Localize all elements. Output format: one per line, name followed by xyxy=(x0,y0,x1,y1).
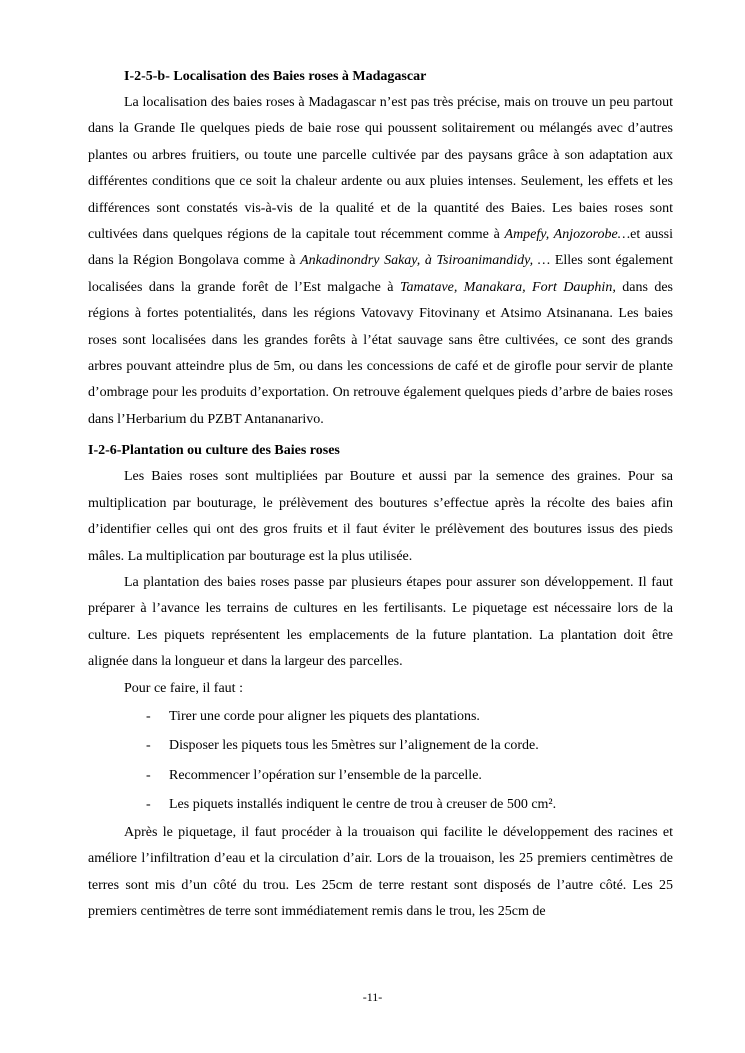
italic-place-names: Ampefy, Anjozorobe… xyxy=(504,227,631,243)
italic-place-names: Tamatave, Manakara, Fort Dauphin, xyxy=(399,279,616,295)
bullet-dash: - xyxy=(146,708,151,724)
page-number: -11- xyxy=(362,990,383,1004)
section-heading-plantation: I-2-6-Plantation ou culture des Baies roses xyxy=(88,443,340,459)
steps-list xyxy=(88,702,673,820)
list-item-text: Tirer une corde pour aligner les piquets des plantations. xyxy=(169,708,480,724)
list-item-text: Les piquets installés indiquent le centre de trou à creuser de 500 cm². xyxy=(169,797,557,813)
paragraph-multiplication: Les Baies roses sont multipliées par Bouture et aussi par la semence des graines. Pour sa multiplication par bouturage, le prélèvement des boutures s’effectue après la récolte des baies afin d’identifier celles qui ont des gros fruits et il faut éviter le prélèvement des boutures issus des pieds mâles. La multiplication par bouturage est la plus utilisée. xyxy=(88,469,673,564)
list-item xyxy=(88,790,673,820)
list-item xyxy=(88,761,673,791)
bullet-dash: - xyxy=(146,767,151,783)
text-run: La localisation des baies roses à Madagascar n’est pas très précise, mais on trouve un peu partout dans la Grande Ile quelques pieds de baie rose qui poussent solitairement ou mélangés avec d’autres plantes ou arbres fruitiers, ou toute une parcelle cultivée par des paysans grâce à son adaptation aux différentes conditions que ce soit la chaleur ardente ou aux pluies intenses. Seulement, les effets et les différences sont constatés vis-à-vis de la qualité et de la quantité des Baies. Les baies roses sont cultivées dans quelques régions de la capitale tout récemment comme à xyxy=(88,95,673,243)
list-item xyxy=(88,702,673,732)
text-run: dans des régions à fortes potentialités, dans les régions Vatovavy Fitovinany et Atsimo Atsinanana. Les baies roses sont localisées dans les grandes forêts à l’état sauvage sans être cultivées, ce sont des grands arbres pouvant atteindre plus de 5m, ou dans les concessions de café et de girofle pour servir de plante d’ombrage pour les produits d’exportation. On retrouve également quelques pieds d’arbre de baies roses dans l’Herbarium du PZBT Antananarivo. xyxy=(88,279,673,427)
text-run: Elles sont également localisées dans la grande forêt de l’Est malgache à xyxy=(88,253,673,295)
paragraph-plantation-steps: La plantation des baies roses passe par plusieurs étapes pour assurer son développement. Il faut préparer à l’avance les terrains de cultures en les fertilisants. Le piquetage est nécessaire lors de la culture. Les piquets représentent les emplacements de la future plantation. La plantation doit être alignée dans la longueur et dans la largeur des parcelles. xyxy=(88,574,673,670)
list-item-text: Recommencer l’opération sur l’ensemble de la parcelle. xyxy=(169,767,482,783)
paragraph-intro-list: Pour ce faire, il faut : xyxy=(124,680,243,696)
bullet-dash: - xyxy=(146,738,151,754)
document-page xyxy=(88,64,673,926)
list-item xyxy=(88,731,673,761)
bullet-dash: - xyxy=(146,797,151,813)
section-heading-localisation: I-2-5-b- Localisation des Baies roses à Madagascar xyxy=(124,69,427,84)
text-run: et aussi dans la Région Bongolava comme à xyxy=(88,227,673,269)
paragraph-localisation xyxy=(88,90,673,433)
paragraph-trouaison: Après le piquetage, il faut procéder à la trouaison qui facilite le développement des racines et améliore l’infiltration d’eau et la circulation d’air. Lors de la trouaison, les 25 premiers centimètres de terres sont mis d’un côté du trou. Les 25cm de terre restant sont disposés de l’autre côté. Les 25 premiers centimètres de terre sont immédiatement remis dans le trou, les 25cm de xyxy=(88,824,673,920)
italic-place-names: Ankadinondry Sakay, à Tsiroanimandidy, … xyxy=(300,253,551,269)
list-item-text: Disposer les piquets tous les 5mètres sur l’alignement de la corde. xyxy=(169,738,539,754)
